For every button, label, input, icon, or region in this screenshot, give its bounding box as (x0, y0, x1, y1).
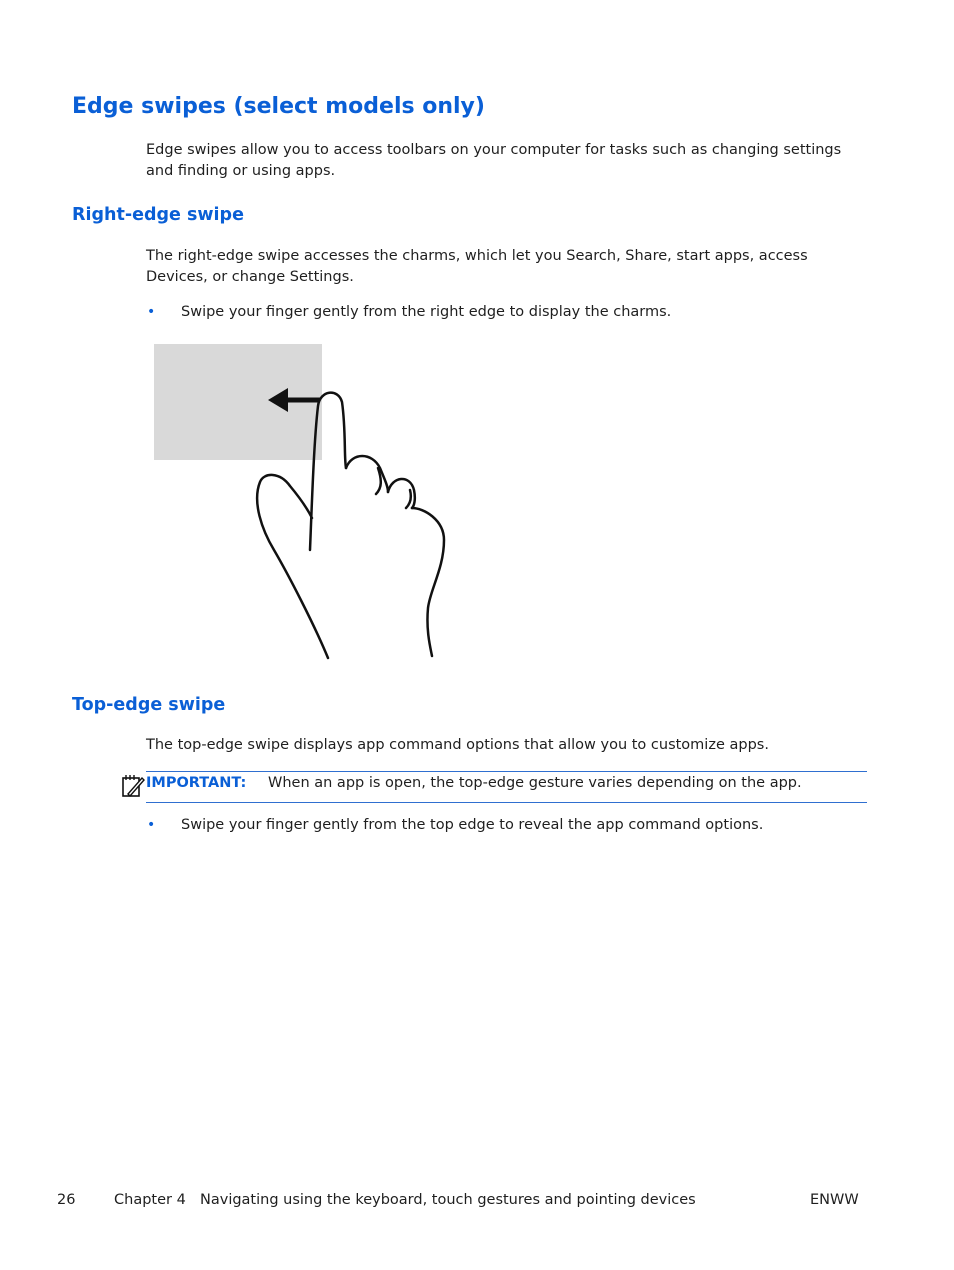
right-edge-swipe-hand-icon (152, 340, 452, 662)
note-pad-icon (120, 772, 146, 798)
intro-paragraph: Edge swipes allow you to access toolbars on your computer for tasks such as changing settings and finding or using apps. (146, 142, 842, 179)
page-title: Edge swipes (select models only) (72, 94, 485, 119)
footer-chapter: Chapter 4 (114, 1192, 186, 1208)
top-edge-heading: Top-edge swipe (72, 695, 226, 715)
right-edge-paragraph: The right-edge swipe accesses the charms, which let you Search, Share, start apps, access Devices, or change Settings. (146, 248, 808, 285)
footer-right-tag: ENWW (810, 1192, 859, 1208)
footer-chapter-title: Navigating using the keyboard, touch gestures and pointing devices (200, 1192, 696, 1208)
page-number: 26 (57, 1192, 76, 1208)
important-text: When an app is open, the top-edge gesture varies depending on the app. (268, 775, 802, 791)
bullet-marker: • (147, 304, 156, 320)
important-label: IMPORTANT: (146, 775, 247, 791)
top-edge-paragraph: The top-edge swipe displays app command options that allow you to customize apps. (146, 737, 769, 753)
right-edge-swipe-figure (152, 340, 452, 662)
right-edge-heading: Right-edge swipe (72, 205, 244, 225)
top-edge-bullet: Swipe your finger gently from the top edge to reveal the app command options. (181, 817, 764, 833)
right-edge-bullet: Swipe your finger gently from the right edge to display the charms. (181, 304, 672, 320)
bullet-marker: • (147, 817, 156, 833)
